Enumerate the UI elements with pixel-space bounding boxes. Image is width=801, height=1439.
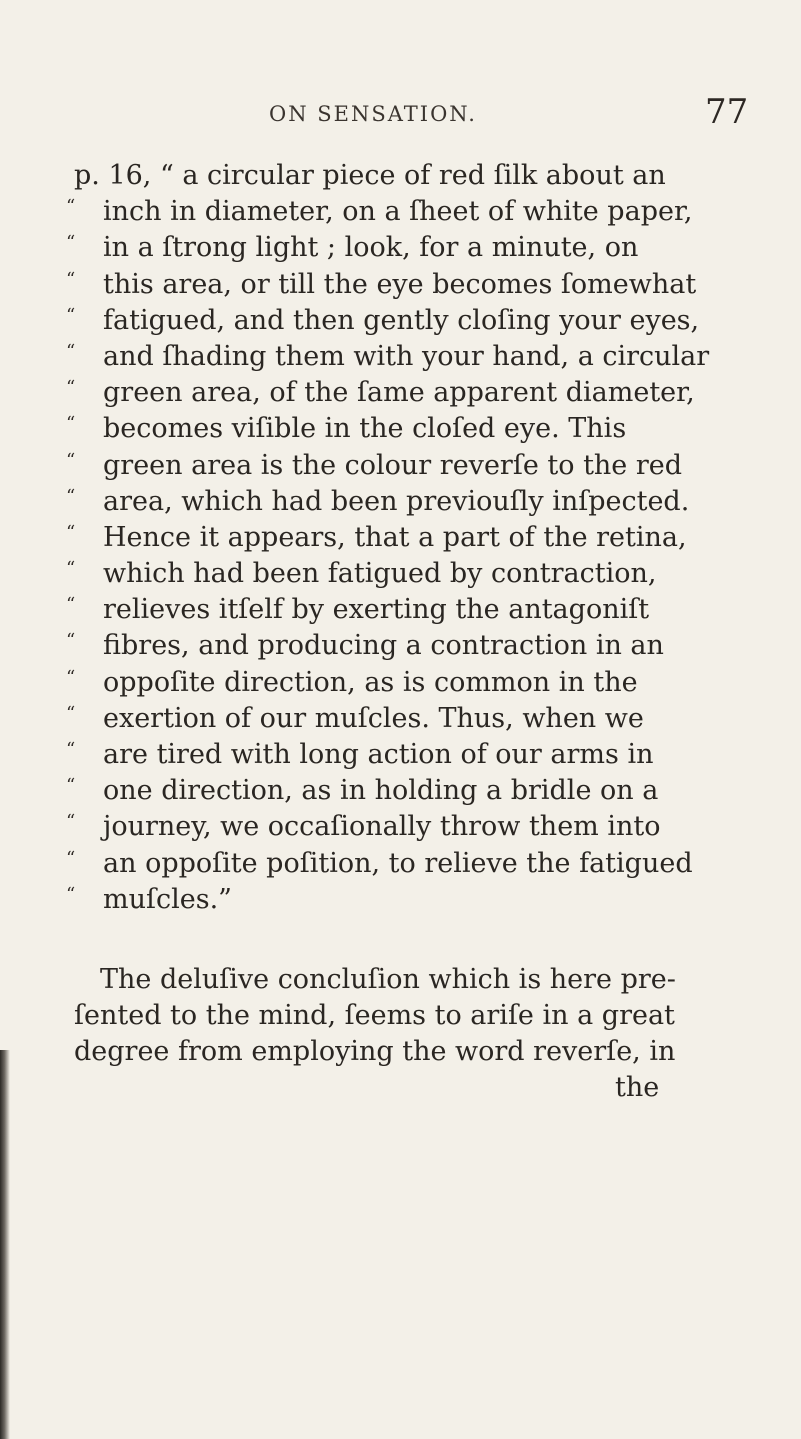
- quotation-line: [66, 628, 764, 664]
- quotation-line: [66, 267, 764, 303]
- opening-quote-mark: “: [66, 449, 76, 471]
- quotation-line-text: exertion of our muſcles. Thus, when we: [103, 702, 644, 734]
- opening-quote-mark: “: [66, 594, 76, 616]
- paragraph-line: degree from employing the word reverſe, in: [74, 1035, 676, 1067]
- opening-quote-mark: “: [66, 558, 76, 580]
- opening-quote-mark: “: [66, 521, 76, 543]
- quotation-line: [66, 809, 764, 845]
- quotation-line-text: fibres, and producing a contraction in an: [103, 630, 664, 662]
- main-text: [66, 158, 764, 1106]
- quotation-line-text: are tired with long action of our arms in: [103, 739, 654, 770]
- quotation-line-text: which had been fatigued by contraction,: [103, 558, 657, 590]
- paragraph-gap: [74, 918, 764, 962]
- quotation-first-line: [74, 158, 764, 194]
- quotation-line-text: an oppoſite poſition, to relieve the fatigued: [103, 847, 693, 879]
- quotation-line: [66, 303, 764, 339]
- opening-quote-mark: “: [66, 883, 76, 905]
- quotation-line: [66, 339, 764, 375]
- quotation-line-text: one direction, as in holding a bridle on a: [103, 775, 659, 807]
- quotation-line-text: oppoſite direction, as is common in the: [103, 666, 638, 698]
- quotation-line: [66, 484, 764, 520]
- quotation-line-text: this area, or till the eye becomes ſomewhat: [103, 268, 697, 300]
- quotation-line-text: and ſhading them with your hand, a circular: [103, 340, 710, 372]
- quotation-line-text: Hence it appears, that a part of the retina,: [103, 521, 687, 553]
- quotation-line-text: fatigued, and then gently cloſing your eyes,: [103, 304, 700, 336]
- quotation-line: [66, 194, 764, 230]
- book-gutter-shadow: [0, 1050, 10, 1439]
- quotation-line: [66, 411, 764, 447]
- opening-quote-mark: “: [66, 775, 76, 797]
- page-number: 77: [705, 92, 749, 132]
- quotation-line: [66, 520, 764, 556]
- quotation-line-text: p. 16, “ a circular piece of red ſilk about an: [74, 160, 666, 191]
- quotation-line-text: relieves itſelf by exerting the antagoniſt: [103, 594, 650, 626]
- quotation-line: [66, 592, 764, 628]
- quotation-line-text: inch in diameter, on a ſheet of white paper,: [103, 196, 693, 228]
- quotation-line: [66, 773, 764, 809]
- opening-quote-mark: “: [66, 630, 76, 652]
- paragraph-line: ſented to the mind, ſeems to ariſe in a great: [74, 999, 675, 1031]
- quotation-line: [66, 882, 764, 918]
- quotation-line-text: green area, of the ſame apparent diameter,: [103, 377, 695, 409]
- quotation-line-text: green area is the colour reverſe to the red: [103, 449, 683, 481]
- opening-quote-mark: “: [66, 485, 76, 507]
- quotation-line: [66, 701, 764, 737]
- paragraph-line: The deluſive concluſion which is here pre-: [100, 963, 676, 995]
- opening-quote-mark: “: [66, 377, 76, 399]
- quotation-line-text: journey, we occaſionally throw them into: [103, 811, 661, 843]
- opening-quote-mark: “: [66, 232, 76, 254]
- quotation-line-text: in a ſtrong light ; look, for a minute, on: [103, 232, 639, 264]
- quotation-line: [66, 375, 764, 411]
- quotation-line: [66, 230, 764, 266]
- quotation-line: [66, 556, 764, 592]
- running-title: ON SENSATION.: [269, 102, 477, 126]
- quotation-line-text: becomes viſible in the cloſed eye. This: [103, 413, 627, 445]
- catchword: the: [615, 1071, 660, 1103]
- opening-quote-mark: “: [66, 268, 76, 290]
- quotation-line-text: area, which had been previouſly inſpected.: [103, 485, 690, 517]
- quotation-line: [66, 448, 764, 484]
- opening-quote-mark: “: [66, 811, 76, 833]
- quotation-line-text: muſcles.”: [103, 883, 232, 915]
- opening-quote-mark: “: [66, 196, 76, 218]
- opening-quote-mark: “: [66, 666, 76, 688]
- opening-quote-mark: “: [66, 702, 76, 724]
- opening-quote-mark: “: [66, 739, 76, 760]
- quotation-line: [66, 737, 764, 773]
- opening-quote-mark: “: [66, 304, 76, 326]
- quotation-line: [66, 665, 764, 701]
- opening-quote-mark: “: [66, 340, 76, 362]
- quotation-line: [66, 846, 764, 882]
- opening-quote-mark: “: [66, 413, 76, 435]
- opening-quote-mark: “: [66, 847, 76, 869]
- page-header: [0, 92, 801, 142]
